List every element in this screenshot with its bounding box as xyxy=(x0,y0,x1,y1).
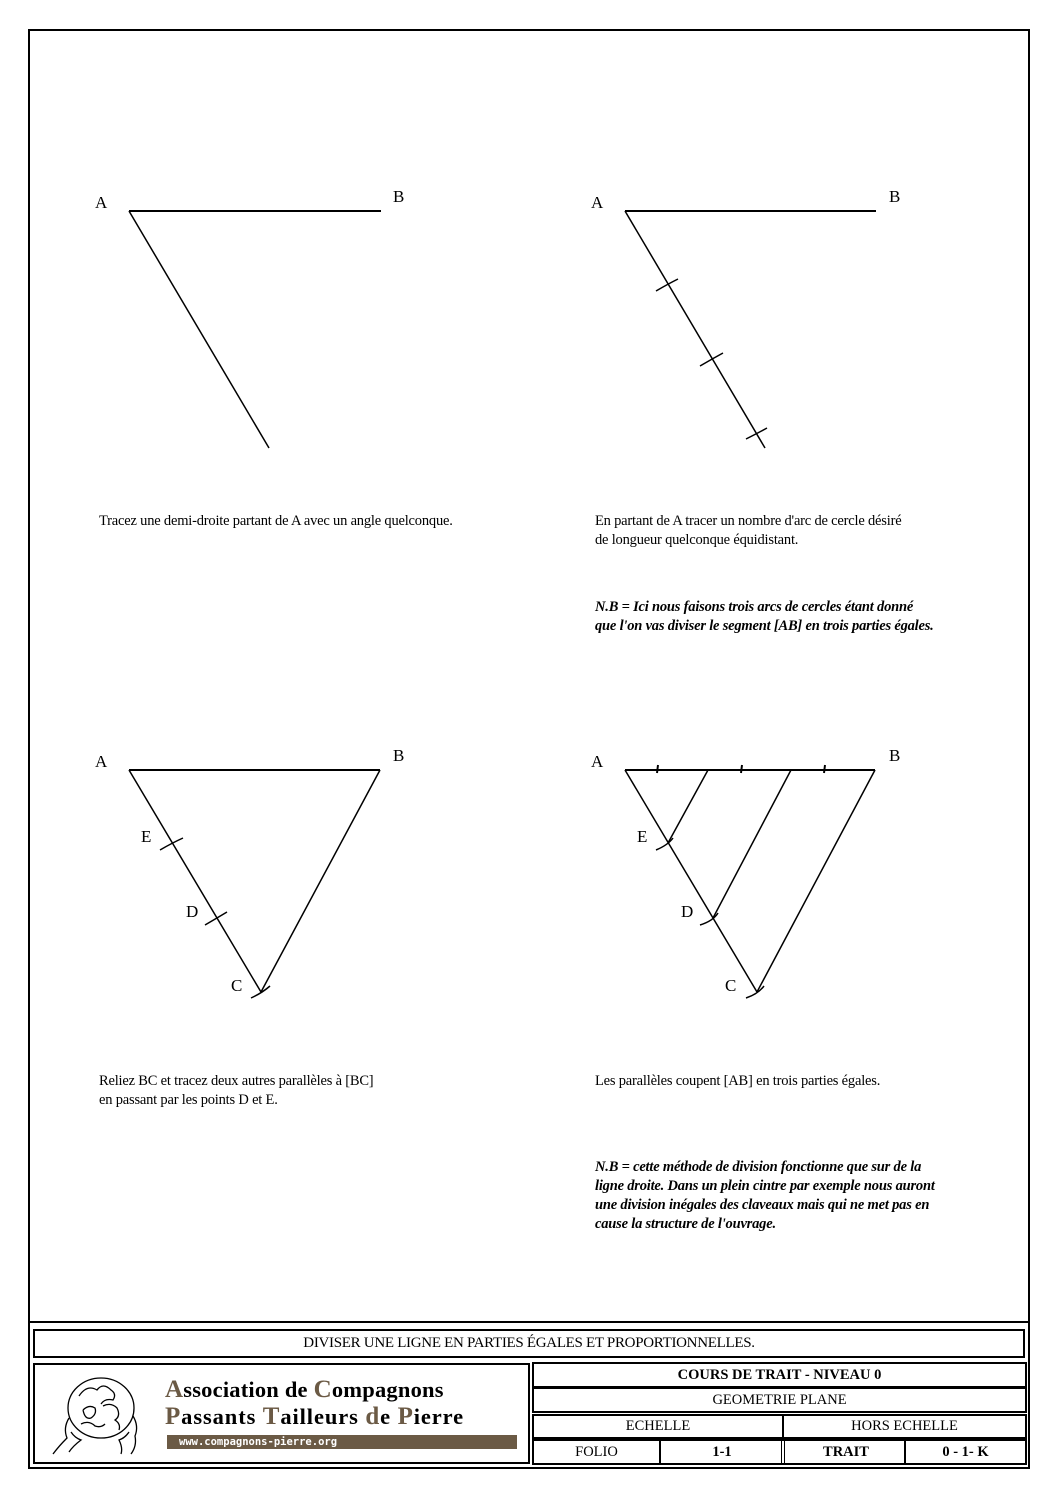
scale-value: HORS ECHELLE xyxy=(782,1416,1025,1437)
segment-ac xyxy=(129,770,261,992)
course-title: COURS DE TRAIT - NIVEAU 0 xyxy=(677,1367,882,1383)
label-a: A xyxy=(95,752,108,771)
figure-step4 xyxy=(591,746,900,998)
label-b: B xyxy=(889,746,901,765)
label-b: B xyxy=(393,187,405,206)
arc-mark-d xyxy=(205,912,227,925)
note-step2 xyxy=(595,598,934,636)
label-b: B xyxy=(889,187,901,206)
label-e: E xyxy=(637,827,648,846)
drawing-title xyxy=(33,1329,1025,1358)
figure-step3 xyxy=(95,746,404,998)
tick-mark-3 xyxy=(824,765,825,773)
caption-line: Reliez BC et tracez deux autres parallèles à [BC] xyxy=(99,1073,374,1089)
segment-bc xyxy=(757,770,875,992)
arc-mark-e xyxy=(160,838,183,850)
note-line: que l'on vas diviser le segment [AB] en trois parties égales. xyxy=(595,618,934,634)
folio-label: FOLIO xyxy=(575,1444,618,1460)
drawing-title-text: DIVISER UNE LIGNE EN PARTIES ÉGALES ET PROPORTIONNELLES. xyxy=(303,1335,755,1351)
caption-line: de longueur quelconque équidistant. xyxy=(595,532,799,548)
frame-divider xyxy=(28,1321,1030,1323)
subject-row xyxy=(532,1387,1027,1413)
logo-text: ailleurs xyxy=(280,1404,366,1429)
note-line: une division inégales des claveaux mais qui ne met pas en xyxy=(595,1197,930,1213)
logo-text: assants xyxy=(181,1404,263,1429)
label-c: C xyxy=(231,976,243,995)
caption-step4 xyxy=(595,1072,880,1091)
course-row xyxy=(532,1362,1027,1388)
trait-value: 0 - 1- K xyxy=(904,1441,1025,1463)
logo-initial: T xyxy=(262,1403,281,1430)
logo-text: ssociation de xyxy=(183,1377,314,1402)
scale-label: ECHELLE xyxy=(625,1418,691,1434)
note-step4 xyxy=(595,1158,935,1234)
label-d: D xyxy=(681,902,694,921)
label-a: A xyxy=(591,752,604,771)
caption-line: En partant de A tracer un nombre d'arc de cercle désiré xyxy=(595,513,902,529)
logo-text: ompagnons xyxy=(331,1377,444,1402)
half-line-a xyxy=(625,211,765,448)
figure-step1 xyxy=(95,187,404,448)
logo-initial: d xyxy=(365,1403,381,1430)
caption-step1 xyxy=(99,512,453,531)
subject-title: GEOMETRIE PLANE xyxy=(712,1392,847,1408)
tick-mark-2 xyxy=(741,765,742,773)
caption-step3 xyxy=(99,1072,373,1110)
logo-text: ierre xyxy=(413,1404,465,1429)
parallel-through-e xyxy=(668,770,708,843)
logo-initial: C xyxy=(313,1376,332,1403)
logo-text: e xyxy=(380,1404,398,1429)
arc-mark-3 xyxy=(746,428,767,439)
label-a: A xyxy=(95,193,108,212)
arc-mark-2 xyxy=(700,353,723,366)
logo-initial: P xyxy=(397,1403,414,1430)
half-line-a xyxy=(129,211,269,448)
caption-line: Tracez une demi-droite partant de A avec un angle quelconque. xyxy=(99,513,453,529)
logo-initial: P xyxy=(165,1403,182,1430)
website-link[interactable]: www.compagnons-pierre.org xyxy=(167,1435,517,1449)
note-line: N.B = cette méthode de division fonctionne que sur de la xyxy=(595,1159,922,1175)
label-b: B xyxy=(393,746,405,765)
figure-step2 xyxy=(591,187,900,448)
label-c: C xyxy=(725,976,737,995)
label-e: E xyxy=(141,827,152,846)
tick-mark-1 xyxy=(657,765,658,773)
caption-step2 xyxy=(595,512,901,550)
association-logo-block xyxy=(33,1363,530,1464)
stone-carver-logo-icon xyxy=(41,1366,161,1462)
note-line: cause la structure de l'ouvrage. xyxy=(595,1216,776,1232)
label-d: D xyxy=(186,902,199,921)
logo-initial: A xyxy=(165,1376,184,1403)
caption-line: en passant par les points D et E. xyxy=(99,1092,278,1108)
caption-line: Les parallèles coupent [AB] en trois parties égales. xyxy=(595,1073,881,1089)
segment-bc xyxy=(261,770,380,992)
segment-ac xyxy=(625,770,757,992)
scale-row xyxy=(532,1414,1027,1439)
trait-label: TRAIT xyxy=(781,1441,907,1463)
label-a: A xyxy=(591,193,604,212)
note-line: N.B = Ici nous faisons trois arcs de cercles étant donné xyxy=(595,599,914,615)
association-name-line2 xyxy=(165,1403,464,1431)
parallel-through-d xyxy=(713,770,791,918)
folio-row xyxy=(532,1439,1027,1465)
association-name-line1 xyxy=(165,1376,444,1404)
folio-value: 1-1 xyxy=(659,1441,783,1463)
note-line: ligne droite. Dans un plein cintre par exemple nous auront xyxy=(595,1178,935,1194)
